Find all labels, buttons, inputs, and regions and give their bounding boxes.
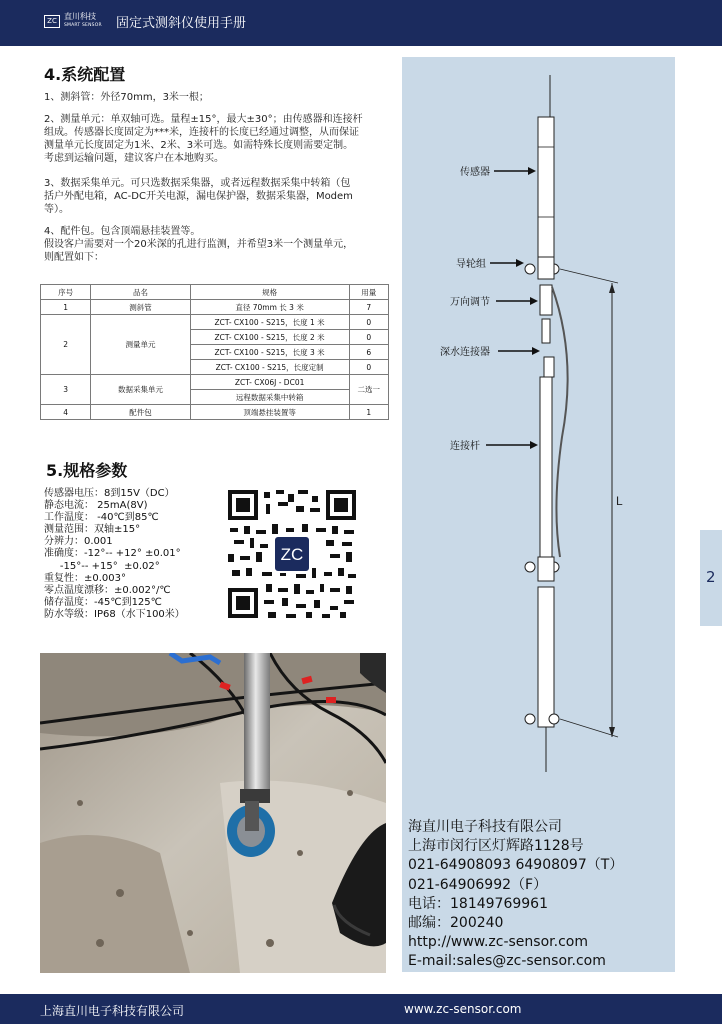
table-header: 品名: [91, 285, 190, 300]
label-deepwater-connector: 深水连接器: [440, 347, 490, 358]
table-header: 序号: [41, 285, 91, 300]
footer-bar: [0, 994, 722, 1024]
logo-subtext: SMART SENSOR: [64, 23, 102, 28]
table-row: ZCT- CX100 - S215，长度 2 米 0: [41, 330, 389, 345]
contact-company: 海直川电子科技有限公司: [408, 819, 562, 835]
contact-info: [408, 818, 623, 972]
footer-url[interactable]: www.zc-sensor.com: [404, 1002, 522, 1016]
document-title: 固定式测斜仪使用手册: [116, 16, 247, 31]
table-header-row: [41, 285, 389, 300]
table-row: ZCT- CX100 - S215，长度 3 米 6: [41, 345, 389, 360]
contact-email[interactable]: E-mail:sales@zc-sensor.com: [408, 953, 606, 970]
section5-title: 5.规格参数: [46, 461, 128, 480]
section4-p2: 2、测量单元：单双轴可选。量程±15°，最大±30°；由传感器和连接杆 组成。传感器长度固定为***米，连接杆的长度已经通过调整，从而保证 测量单元长度固定为1米、2米、3米可选。如需特殊长度则需要定制。 考虑到运输问题，建议客户在本地购买。: [44, 114, 363, 164]
section4-p3: 3、数据采集单元。可只选数据采集器，或者远程数据采集中转箱（包 括户外配电箱，AC-DC开关电源，漏电保护器，数据采集器，Modem 等）。: [44, 178, 353, 215]
label-universal-joint: 万向调节: [450, 297, 490, 308]
section4-p4: 4、配件包。包含顶端悬挂装置等。 假设客户需要对一个20米深的孔进行监测，并希望3米一个测量单元， 则配置如下：: [44, 226, 354, 263]
spec-list: 传感器电压：8到15V（DC） 静态电流： 25mA(8V) 工作温度： -40℃到85℃ 测量范围：双轴±15° 分辨力：0.001 准确度：-12°-- +12° ±0.01° -15°-- +15° ±0.02° 重复性：±0.003° 零点温度漂移：±0.002°/℃ 储存温度：-45℃到125℃ 防水等级：IP68（水下100米）: [44, 488, 185, 620]
table-row: 1 测斜管 直径 70mm 长 3 米 7: [41, 300, 389, 315]
contact-tel: 021-64908093 64908097（T）: [408, 857, 624, 874]
label-sensor: 传感器: [460, 167, 490, 178]
table-row: 远程数据采集中转箱: [41, 390, 389, 405]
table-row: 2 测量单元 ZCT- CX100 - S215，长度 1 米 0: [41, 315, 389, 330]
label-connecting-rod: 连接杆: [450, 441, 480, 452]
qr-code: [226, 488, 358, 620]
header-bar: [0, 0, 722, 46]
table-header: 用量: [349, 285, 389, 300]
contact-fax: 021-64906992（F）: [408, 876, 548, 893]
logo-text: 直川科技: [64, 12, 96, 21]
section4-title: 4.系统配置: [44, 65, 126, 84]
qr-logo: ZC: [280, 545, 304, 564]
contact-address: 上海市闵行区灯辉路1128号: [408, 838, 584, 855]
label-guide-wheel: 导轮组: [456, 259, 486, 270]
page-number: 2: [706, 568, 716, 586]
section4-p1: 1、测斜管：外径70mm，3米一根；: [44, 92, 209, 103]
table-row: 4 配件包 顶端悬挂装置等 1: [41, 405, 389, 420]
installation-photo: [40, 653, 386, 973]
table-row: 3 数据采集单元 ZCT- CX06J - DC01 二选一: [41, 375, 389, 390]
table-row: ZCT- CX100 - S215，长度定制 0: [41, 360, 389, 375]
length-label: L: [616, 494, 623, 508]
table-header: 规格: [190, 285, 349, 300]
page-tab: [700, 530, 722, 626]
contact-postcode: 邮编：200240: [408, 915, 504, 932]
contact-website[interactable]: http://www.zc-sensor.com: [408, 934, 588, 951]
footer-company: 上海直川电子科技有限公司: [40, 1004, 185, 1018]
installation-diagram: [402, 57, 675, 817]
config-table: [40, 284, 389, 420]
logo-mark: ZC: [44, 15, 60, 28]
company-logo: [44, 12, 102, 30]
contact-phone: 电话：18149769961: [408, 895, 548, 912]
